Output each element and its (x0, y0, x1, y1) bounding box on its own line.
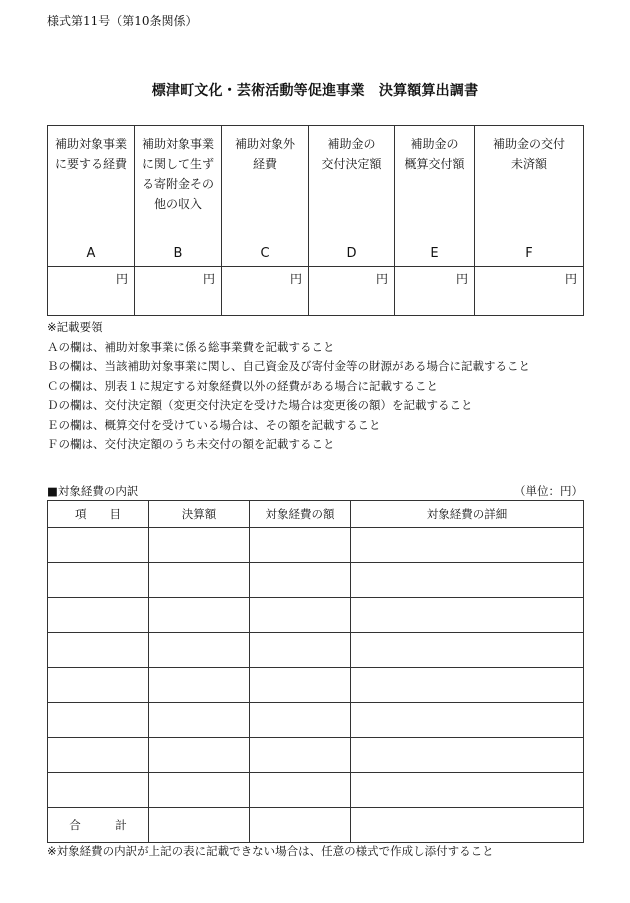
breakdown-cell[interactable] (149, 633, 250, 668)
yen-unit-label: 円 (455, 272, 468, 286)
breakdown-cell[interactable] (250, 773, 351, 808)
breakdown-cell[interactable] (250, 668, 351, 703)
amount-cell[interactable] (135, 267, 222, 316)
settlement-calc-table (47, 125, 584, 316)
breakdown-cell[interactable] (48, 668, 149, 703)
amount-cell[interactable] (395, 267, 475, 316)
table-row (48, 528, 584, 563)
calc-header-row (48, 126, 584, 267)
column-letter: A (86, 246, 96, 261)
column-letter: D (346, 246, 357, 261)
table-row (48, 738, 584, 773)
total-cell[interactable] (149, 808, 250, 843)
total-cell[interactable] (351, 808, 584, 843)
yen-unit-label: 円 (202, 272, 215, 286)
breakdown-cell[interactable] (351, 738, 584, 773)
table-row (48, 668, 584, 703)
breakdown-cell[interactable] (48, 598, 149, 633)
column-letter: B (173, 246, 183, 261)
breakdown-cell[interactable] (351, 528, 584, 563)
yen-unit-label: 円 (289, 272, 302, 286)
column-letter: C (260, 246, 270, 261)
column-label: 補助金の交付 未済額 (492, 137, 565, 171)
instructions-heading: ※記載要領 (47, 320, 103, 334)
table-row (48, 563, 584, 598)
footnote: ※対象経費の内訳が上記の表に記載できない場合は、任意の様式で作成し添付すること (47, 844, 494, 858)
breakdown-cell[interactable] (48, 563, 149, 598)
yen-unit-label: 円 (115, 272, 128, 286)
column-label: 補助対象外 経費 (234, 137, 295, 171)
breakdown-cell[interactable] (149, 563, 250, 598)
calc-header-cell (475, 126, 584, 267)
amount-cell[interactable] (309, 267, 395, 316)
breakdown-cell[interactable] (250, 563, 351, 598)
breakdown-unit-label: （単位：円） (514, 484, 583, 498)
yen-unit-label: 円 (564, 272, 577, 286)
breakdown-cell[interactable] (48, 703, 149, 738)
breakdown-cell[interactable] (351, 668, 584, 703)
table-row (48, 633, 584, 668)
breakdown-cell[interactable] (351, 563, 584, 598)
breakdown-header-cell: 対象経費の額 (250, 501, 351, 528)
instruction-item: Ｃの欄は、別表１に規定する対象経費以外の経費がある場合に記載すること (47, 378, 438, 393)
breakdown-cell[interactable] (250, 633, 351, 668)
breakdown-cell[interactable] (250, 528, 351, 563)
breakdown-cell[interactable] (250, 598, 351, 633)
breakdown-cell[interactable] (48, 773, 149, 808)
breakdown-cell[interactable] (351, 633, 584, 668)
breakdown-cell[interactable] (149, 528, 250, 563)
expense-breakdown-table (47, 500, 584, 843)
breakdown-header-cell: 決算額 (149, 501, 250, 528)
column-label: 補助金の 交付決定額 (321, 137, 382, 171)
breakdown-cell[interactable] (48, 633, 149, 668)
calc-header-cell (309, 126, 395, 267)
instructions (47, 318, 530, 455)
column-label: 補助金の 概算交付額 (404, 137, 465, 171)
total-cell[interactable] (250, 808, 351, 843)
breakdown-cell[interactable] (48, 528, 149, 563)
breakdown-header-cell: 対象経費の詳細 (351, 501, 584, 528)
breakdown-cell[interactable] (250, 738, 351, 773)
breakdown-section-title: ■対象経費の内訳 (47, 484, 139, 498)
instruction-item: Ａの欄は、補助対象事業に係る総事業費を記載すること (47, 339, 335, 354)
yen-unit-label: 円 (375, 272, 388, 286)
breakdown-cell[interactable] (250, 703, 351, 738)
document-title: 標津町文化・芸術活動等促進事業 決算額算出調書 (151, 83, 479, 99)
calc-header-cell (48, 126, 135, 267)
breakdown-cell[interactable] (149, 668, 250, 703)
column-label: 補助対象事業 に要する経費 (54, 137, 127, 171)
breakdown-cell[interactable] (149, 598, 250, 633)
breakdown-header-cell: 項 目 (48, 501, 149, 528)
calc-header-cell (135, 126, 222, 267)
table-row (48, 703, 584, 738)
breakdown-cell[interactable] (149, 773, 250, 808)
amount-cell[interactable] (48, 267, 135, 316)
calc-amount-row (48, 267, 584, 316)
table-row (48, 773, 584, 808)
instruction-item: Ｂの欄は、当該補助対象事業に関し、自己資金及び寄付金等の財源がある場合に記載すること (47, 359, 530, 373)
instruction-item: Ｅの欄は、概算交付を受けている場合は、その額を記載すること (47, 417, 381, 432)
breakdown-cell[interactable] (351, 598, 584, 633)
total-row (48, 808, 584, 843)
breakdown-cell[interactable] (351, 773, 584, 808)
amount-cell[interactable] (222, 267, 309, 316)
column-label: 補助対象事業 に関して生ず る寄附金その 他の収入 (141, 137, 214, 211)
calc-header-cell (222, 126, 309, 267)
breakdown-cell[interactable] (48, 738, 149, 773)
total-label: 合 計 (48, 808, 149, 843)
table-row (48, 598, 584, 633)
instructions-list (47, 338, 530, 455)
breakdown-header-row (48, 501, 584, 528)
instruction-item: Ｄの欄は、交付決定額（変更交付決定を受けた場合は変更後の額）を記載すること (47, 398, 473, 412)
breakdown-cell[interactable] (149, 738, 250, 773)
instruction-item: Ｆの欄は、交付決定額のうち未交付の額を記載すること (47, 437, 335, 451)
breakdown-cell[interactable] (351, 703, 584, 738)
amount-cell[interactable] (475, 267, 584, 316)
calc-header-cell (395, 126, 475, 267)
form-number: 様式第11号（第10条関係） (47, 14, 198, 28)
breakdown-cell[interactable] (149, 703, 250, 738)
column-letter: F (525, 246, 533, 261)
column-letter: E (430, 246, 439, 261)
